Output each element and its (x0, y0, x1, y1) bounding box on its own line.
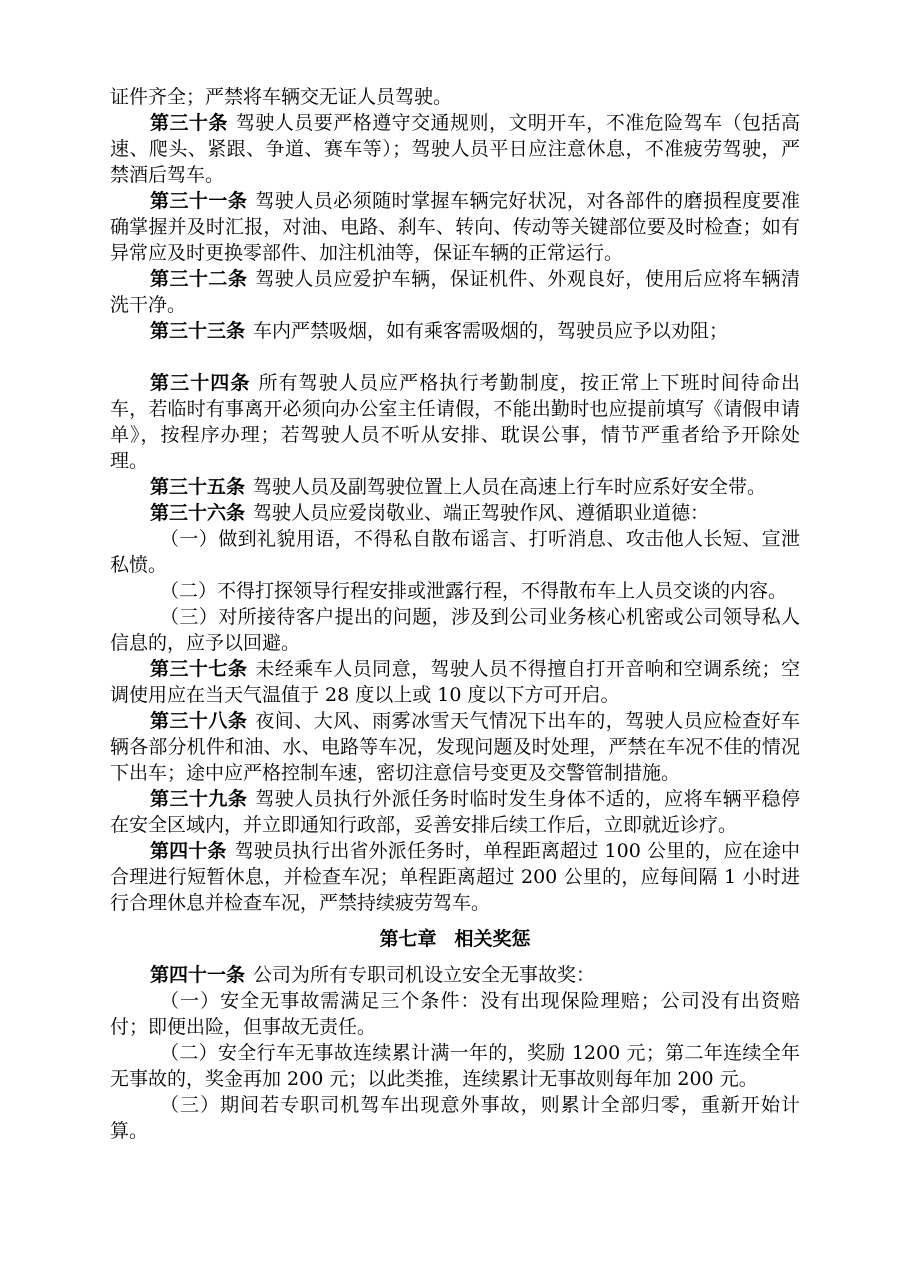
article-text: 驾驶员执行出省外派任务时，单程距离超过 100 公里的，应在途中合理进行短暂休息，并检查车况；单程距离超过 200 公里的，应每间隔 1 小时进行合理休息并检查车况，严禁持续疲劳驾车。 (110, 840, 800, 914)
article-title: 第三十三条 (150, 320, 246, 342)
article-41 (110, 962, 800, 988)
article-text: 驾驶人员应爱护车辆，保证机件、外观良好，使用后应将车辆清洗干净。 (110, 268, 800, 316)
article-title: 第三十八条 (150, 710, 248, 732)
article-41-item-1: （一）安全无事故需满足三个条件：没有出现保险理赔；公司没有出资赔付；即便出险，但事故无责任。 (110, 990, 800, 1038)
article-title: 第三十一条 (150, 190, 248, 212)
article-title: 第三十九条 (150, 788, 248, 810)
article-text: 驾驶人员应爱岗敬业、端正驾驶作风、遵循职业道德： (253, 502, 710, 524)
article-title: 第三十四条 (150, 372, 251, 394)
article-title: 第三十二条 (150, 268, 248, 290)
article-text: 驾驶人员执行外派任务时临时发生身体不适的，应将车辆平稳停在安全区域内，并立即通知行政部，妥善安排后续工作后，立即就近诊疗。 (110, 788, 800, 836)
article-35 (110, 474, 800, 500)
article-31 (110, 188, 800, 266)
article-text: 驾驶人员必须随时掌握车辆完好状况，对各部件的磨损程度要准确掌握并及时汇报，对油、电路、刹车、转向、传动等关键部位要及时检查；如有异常应及时更换零部件、加注机油等，保证车辆的正常运行。 (110, 190, 800, 264)
article-41-item-3: （三）期间若专职司机驾车出现意外事故，则累计全部归零，重新开始计算。 (110, 1094, 800, 1142)
article-title: 第三十条 (150, 112, 228, 134)
intro-line: 证件齐全；严禁将车辆交无证人员驾驶。 (110, 86, 453, 108)
article-title: 第三十五条 (150, 476, 246, 498)
article-38 (110, 708, 800, 786)
article-33 (110, 318, 800, 344)
article-title: 第三十六条 (150, 502, 246, 524)
article-text: 驾驶人员要严格遵守交通规则，文明开车，不准危险驾车（包括高速、爬头、紧跟、争道、赛车等）；驾驶人员平日应注意休息，不准疲劳驾驶，严禁酒后驾车。 (110, 112, 800, 186)
article-text: 车内严禁吸烟，如有乘客需吸烟的，驾驶员应予以劝阻； (253, 320, 729, 342)
article-title: 第四十一条 (150, 964, 246, 986)
article-text: 未经乘车人员同意，驾驶人员不得擅自打开音响和空调系统；空调使用应在当天气温值于 28 度以上或 10 度以下方可开启。 (110, 658, 800, 706)
article-text: 驾驶人员及副驾驶位置上人员在高速上行车时应系好安全带。 (253, 476, 767, 498)
blank-line (110, 344, 800, 370)
article-36-item-3: （三）对所接待客户提出的问题，涉及到公司业务核心机密或公司领导私人信息的，应予以回避。 (110, 606, 800, 654)
article-41-item-2: （二）安全行车无事故连续累计满一年的，奖励 1200 元；第二年连续全年无事故的，奖金再加 200 元；以此类推，连续累计无事故则每年加 200 元。 (110, 1042, 800, 1090)
article-36 (110, 500, 800, 526)
article-title: 第三十七条 (150, 658, 248, 680)
article-36-item-2: （二）不得打探领导行程安排或泄露行程，不得散布车上人员交谈的内容。 (160, 580, 788, 602)
article-30 (110, 110, 800, 188)
article-37 (110, 656, 800, 708)
document-page (110, 84, 800, 1144)
article-40 (110, 838, 800, 916)
article-text: 公司为所有专职司机设立安全无事故奖： (253, 964, 596, 986)
article-text: 夜间、大风、雨雾冰雪天气情况下出车的，驾驶人员应检查好车辆各部分机件和油、水、电路等车况，发现问题及时处理，严禁在车况不佳的情况下出车；途中应严格控制车速，密切注意信号变更及交警管制措施。 (110, 710, 800, 784)
chapter-heading (110, 926, 800, 952)
article-39 (110, 786, 800, 838)
chapter-name: 相关奖惩 (454, 928, 531, 950)
article-title: 第四十条 (150, 840, 227, 862)
article-36-item-1: （一）做到礼貌用语，不得私自散布谣言、打听消息、攻击他人长短、宣泄私愤。 (110, 528, 800, 576)
chapter-number: 第七章 (379, 928, 437, 950)
article-34 (110, 370, 800, 474)
article-text: 所有驾驶人员应严格执行考勤制度，按正常上下班时间待命出车，若临时有事离开必须向办公室主任请假，不能出勤时也应提前填写《请假申请单》，按程序办理；若驾驶人员不听从安排、耽误公事，情节严重者给予开除处理。 (110, 372, 800, 472)
article-32 (110, 266, 800, 318)
